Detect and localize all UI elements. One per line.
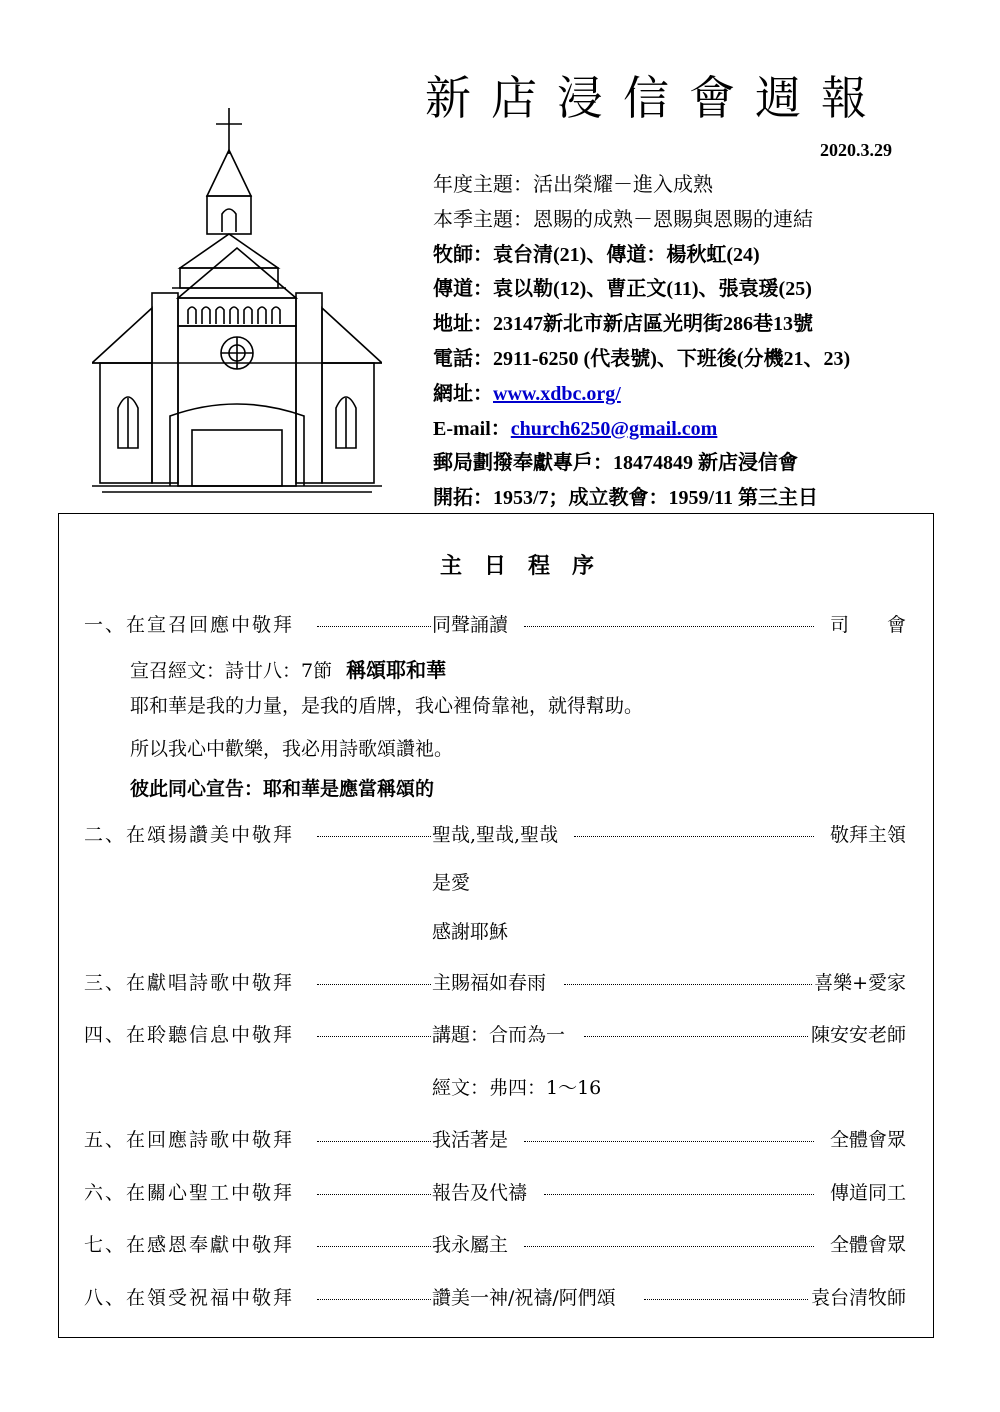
call-line-1: 耶和華是我的力量，是我的盾牌，我心裡倚靠祂，就得幫助。: [130, 695, 644, 717]
phone-line: 電話：2911-6250 (代表號)、下班後(分機21、23): [433, 347, 851, 370]
program-item: 我活著是: [432, 1125, 510, 1152]
program-step: 七、在感恩奉獻中敬拜: [84, 1234, 295, 1256]
dot-leader: [544, 1194, 814, 1195]
website-link[interactable]: www.xdbc.org/: [493, 382, 621, 405]
program-row: [84, 610, 906, 640]
program-row: [84, 1283, 906, 1313]
program-step: 三、在獻唱詩歌中敬拜: [84, 972, 295, 994]
song-3: 感謝耶穌: [432, 921, 509, 943]
call-verse: [130, 654, 446, 683]
program-leader: 全體會眾: [828, 1230, 906, 1257]
program-item: 我永屬主: [432, 1230, 510, 1257]
email-label: E-mail：: [433, 417, 511, 440]
website-line: [433, 377, 973, 412]
program-leader: 陳安安老師: [809, 1020, 906, 1047]
founded-line: 開拓：1953/7；成立教會：1959/11 第三主日: [433, 487, 819, 510]
season-theme: 本季主題：恩賜的成熟－恩賜與恩賜的連結: [433, 208, 813, 231]
program-row: [84, 1125, 906, 1155]
program-leader: 敬拜主領: [828, 820, 906, 847]
program-item: 講題：合而為一: [432, 1020, 567, 1047]
program-item: 讚美一神/祝禱/阿們頌: [432, 1283, 618, 1310]
dot-leader: [524, 1141, 814, 1142]
program-item: 聖哉,聖哉,聖哉: [432, 820, 560, 847]
bulletin-title: 新店浸信會週報: [425, 71, 887, 125]
email-line: [433, 412, 973, 447]
program-leader: 袁台清牧師: [809, 1283, 906, 1310]
song-2: 是愛: [432, 872, 471, 894]
dot-leader: [564, 984, 814, 985]
call-line-2: 所以我心中歡樂，我必用詩歌頌讚祂。: [130, 738, 454, 760]
church-illustration: [92, 108, 382, 500]
program-title: 主日程序: [440, 554, 617, 579]
program-step: 二、在頌揚讚美中敬拜: [84, 824, 295, 846]
program-leader: 喜樂+愛家: [812, 968, 906, 995]
call-verse-title: 稱頌耶和華: [346, 658, 447, 682]
pastor-line: 牧師：袁台清(21)、傳道：楊秋虹(24): [433, 243, 760, 266]
dot-leader: [574, 836, 814, 837]
website-label: 網址：: [433, 382, 493, 405]
dot-leader: [584, 1036, 814, 1037]
program-leader: 全體會眾: [828, 1125, 906, 1152]
bulletin-date: 2020.3.29: [820, 140, 892, 160]
program-step: 五、在回應詩歌中敬拜: [84, 1129, 295, 1151]
email-link[interactable]: church6250@gmail.com: [510, 417, 718, 440]
scripture: 經文：弗四：1～16: [432, 1077, 602, 1099]
program-row: [84, 1020, 906, 1050]
program-row: [84, 820, 906, 850]
dot-leader: [524, 626, 814, 627]
church-info: [433, 168, 973, 516]
program-item: 主賜福如春雨: [432, 968, 548, 995]
program-leader: 司 會: [828, 610, 906, 637]
program-row: [84, 1230, 906, 1260]
program-leader: 傳道同工: [828, 1178, 906, 1205]
program-step: 四、在聆聽信息中敬拜: [84, 1024, 295, 1046]
program-row: [84, 1178, 906, 1208]
program-item: 報告及代禱: [432, 1178, 529, 1205]
postal-line: 郵局劃撥奉獻專戶：18474849 新店浸信會: [433, 452, 798, 475]
call-verse-label: 宣召經文：詩廿八：7節: [130, 660, 333, 682]
program-item: 同聲誦讀: [432, 610, 510, 637]
program-step: 六、在關心聖工中敬拜: [84, 1182, 295, 1204]
program-row: [84, 968, 906, 998]
preachers-line: 傳道：袁以勒(12)、曹正文(11)、張袁瑗(25): [433, 278, 812, 301]
address-line: 地址：23147新北市新店區光明街286巷13號: [433, 313, 813, 336]
annual-theme: 年度主題：活出榮耀－進入成熟: [433, 174, 713, 196]
dot-leader: [644, 1299, 814, 1300]
program-step: 八、在領受祝福中敬拜: [84, 1287, 295, 1309]
call-response: 彼此同心宣告：耶和華是應當稱頌的: [130, 778, 435, 800]
program-step: 一、在宣召回應中敬拜: [84, 614, 295, 636]
dot-leader: [524, 1246, 814, 1247]
